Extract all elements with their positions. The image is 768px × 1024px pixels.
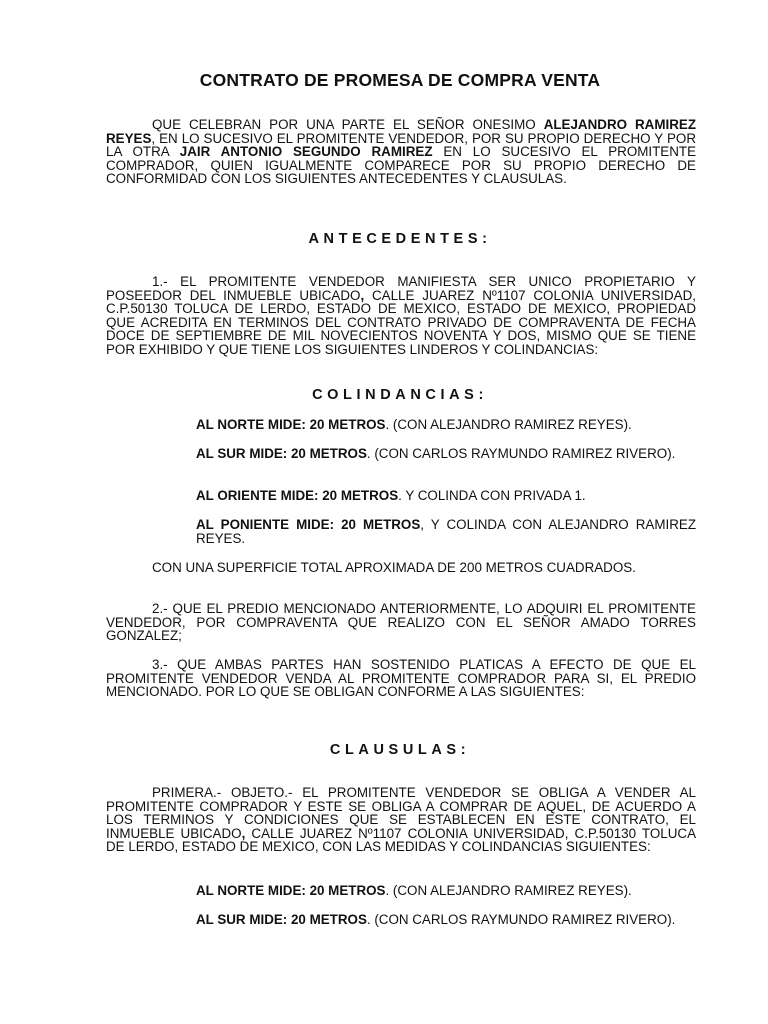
colindancia2-sur-text: . (CON CARLOS RAYMUNDO RAMIREZ RIVERO). [366, 912, 676, 927]
antecedente-1-text-a: 1.- EL PROMITENTE VENDEDOR MANIFIESTA SER UNICO PROPIETARIO Y POSEEDOR DEL INMUEBLE UBICADO [106, 274, 696, 303]
intro-text-3: EN LO SUCESIVO EL PROMITENTE COMPRADOR, QUIEN IGUALMENTE COMPARECE POR SU PROPIO DERECHO DE CONFORMIDAD CON LOS SIGUIENTES ANTECEDENTES Y CLAUSULAS. [106, 144, 697, 187]
clausulas-heading: CLAUSULAS: [329, 742, 471, 758]
colindancia-sur-label: AL SUR MIDE: 20 METROS [196, 446, 367, 461]
colindancia-poniente-text: , Y COLINDA CON ALEJANDRO RAMIREZ REYES. [196, 517, 696, 546]
colindancia-norte-text: . (CON ALEJANDRO RAMIREZ REYES). [385, 417, 632, 432]
colindancia-norte-label: AL NORTE MIDE: 20 METROS [196, 417, 386, 432]
clausula-primera-text-b: CALLE JUAREZ Nº1107 COLONIA UNIVERSIDAD, C.P.50130 TOLUCA DE LERDO, ESTADO DE MEXICO, CON LAS MEDIDAS Y COLINDANCIAS SIGUIENTES: [106, 825, 697, 855]
colindancia-sur [196, 447, 696, 461]
colindancia-sur-text: . (CON CARLOS RAYMUNDO RAMIREZ RIVERO). [366, 446, 676, 461]
document-title: CONTRATO DE PROMESA DE COMPRA VENTA [199, 70, 601, 90]
colindancia-oriente [196, 489, 696, 503]
colindancia2-norte-label: AL NORTE MIDE: 20 METROS [196, 883, 386, 898]
clausula-primera-text-a: PRIMERA.- OBJETO.- EL PROMITENTE VENDEDOR SE OBLIGA A VENDER AL PROMITENTE COMPRADOR Y ESTE SE OBLIGA A COMPRAR DE AQUEL, DE ACUERDO A LOS TERMINOS Y CONDICIONES QUE SE ESTABLECEN EN ESTE CONTRATO, EL INMUEBLE UBICADO [106, 785, 696, 841]
colindancia-norte [196, 418, 696, 432]
antecedente-2: 2.- QUE EL PREDIO MENCIONADO ANTERIORMENTE, LO ADQUIRI EL PROMITENTE VENDEDOR, POR COMPRAVENTA QUE REALIZO CON EL SEÑOR AMADO TORRES GONZALEZ; [106, 601, 696, 644]
intro-text-2: , EN LO SUCESIVO EL PROMITENTE VENDEDOR, POR SU PROPIO DERECHO Y POR LA OTRA [106, 130, 696, 160]
colindancia-poniente-label: AL PONIENTE MIDE: 20 METROS [196, 517, 421, 532]
antecedente-1-comma: , [360, 287, 365, 303]
buyer-name: JAIR ANTONIO SEGUNDO RAMIREZ [179, 144, 433, 160]
antecedente-1 [106, 275, 696, 357]
colindancia2-norte-text: . (CON ALEJANDRO RAMIREZ REYES). [385, 883, 632, 898]
superficie-paragraph: CON UNA SUPERFICIE TOTAL APROXIMADA DE 200 METROS CUADRADOS. [152, 560, 636, 575]
colindancia2-norte [196, 884, 696, 898]
antecedente-1-text-b: CALLE JUAREZ Nº1107 COLONIA UNIVERSIDAD, C.P.50130 TOLUCA DE LERDO, ESTADO DE MEXICO, ESTADO DE MEXICO, PROPIEDAD QUE ACREDITA EN TERMINOS DEL CONTRATO PRIVADO DE COMPRAVENTA DE FECHA DOCE DE SEPTIEMBRE DE MIL NOVECIENTOS NOVENTA Y DOS, MISMO QUE SE TIENE POR EXHIBIDO Y QUE TIENE LOS SIGUIENTES LINDEROS Y COLINDANCIAS: [106, 287, 697, 357]
colindancia2-sur-label: AL SUR MIDE: 20 METROS [196, 912, 367, 927]
intro-text-1: QUE CELEBRAN POR UNA PARTE EL SEÑOR ONESIMO [152, 117, 544, 132]
antecedente-3: 3.- QUE AMBAS PARTES HAN SOSTENIDO PLATICAS A EFECTO DE QUE EL PROMITENTE VENDEDOR VENDA AL PROMITENTE COMPRADOR PARA SI, EL PREDIO MENCIONADO. POR LO QUE SE OBLIGAN CONFORME A LAS SIGUIENTES: [106, 657, 696, 700]
colindancia2-sur [196, 913, 696, 927]
colindancias-heading: COLINDANCIAS: [312, 387, 488, 403]
colindancia-oriente-label: AL ORIENTE MIDE: 20 METROS [196, 488, 399, 503]
intro-paragraph [106, 118, 696, 186]
clausula-primera [106, 786, 696, 854]
colindancia-poniente [196, 518, 696, 545]
clausula-primera-comma: , [241, 825, 246, 841]
antecedentes-heading: ANTECEDENTES: [308, 231, 492, 247]
colindancia-oriente-text: . Y COLINDA CON PRIVADA 1. [398, 488, 586, 503]
seller-name: ALEJANDRO RAMIREZ REYES [106, 117, 696, 146]
